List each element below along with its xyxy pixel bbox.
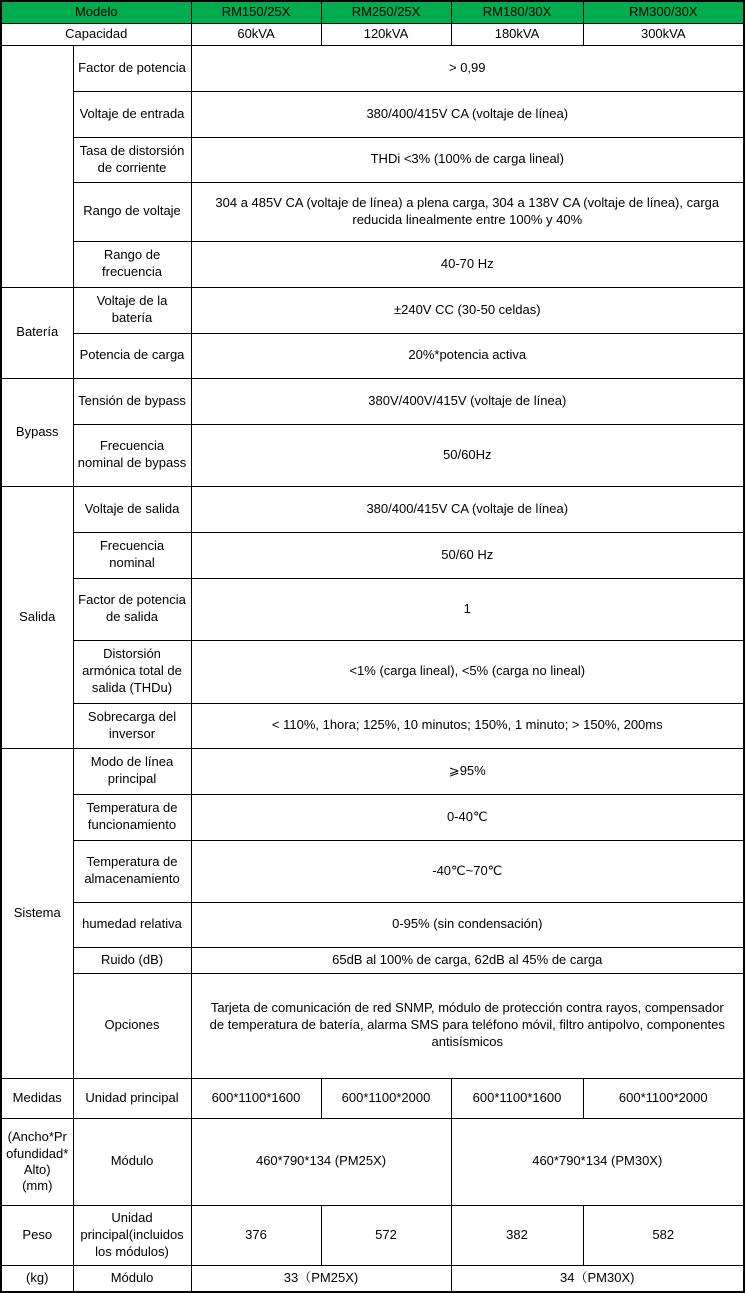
row-value: 33（PM25X) (191, 1265, 451, 1292)
section-label-input (1, 45, 73, 287)
section-label-battery: Batería (1, 287, 73, 378)
row-label: Tasa de distorsión de corriente (73, 137, 191, 182)
table-row (1, 748, 744, 794)
capacity-value-2: 120kVA (321, 23, 451, 45)
table-row (1, 137, 744, 182)
table-row (1, 640, 744, 703)
dimensions-unit-line3: (mm) (22, 1178, 53, 1194)
row-value: 460*790*134 (PM30X) (451, 1118, 744, 1205)
row-value: 600*1100*2000 (321, 1078, 451, 1118)
capacity-value-1: 60kVA (191, 23, 321, 45)
section-label-dimensions: Medidas (1, 1078, 73, 1118)
row-value: 50/60 Hz (191, 532, 744, 578)
table-row-weight-module (1, 1265, 744, 1292)
row-label: Frecuencia nominal de bypass (73, 424, 191, 486)
row-value: Tarjeta de comunicación de red SNMP, módulo de protección contra rayos, compensador de temperatura de batería, alarma SMS para teléfono móvil, filtro antipolvo, componentes antisísmicos (191, 973, 744, 1078)
row-label: Unidad principal (73, 1078, 191, 1118)
table-row (1, 703, 744, 748)
row-label: Temperatura de almacenamiento (73, 840, 191, 902)
row-label: Módulo (73, 1118, 191, 1205)
row-value: ⩾95% (191, 748, 744, 794)
row-label: Opciones (73, 973, 191, 1078)
table-row (1, 378, 744, 424)
row-value: 582 (583, 1205, 744, 1265)
table-row-dimensions-module (1, 1118, 744, 1205)
row-label: Tensión de bypass (73, 378, 191, 424)
table-row (1, 973, 744, 1078)
section-label-dimensions-unit (1, 1118, 73, 1205)
table-row (1, 287, 744, 333)
table-row (1, 947, 744, 973)
table-row (1, 45, 744, 91)
row-label: humedad relativa (73, 902, 191, 947)
table-row (1, 794, 744, 840)
row-value: 40-70 Hz (191, 241, 744, 287)
row-value: 380/400/415V CA (voltaje de línea) (191, 486, 744, 532)
table-row (1, 241, 744, 287)
row-value: 380V/400V/415V (voltaje de línea) (191, 378, 744, 424)
row-label: Unidad principal(incluidos los módulos) (73, 1205, 191, 1265)
row-value: > 0,99 (191, 45, 744, 91)
capacity-value-4: 300kVA (583, 23, 744, 45)
table-row (1, 902, 744, 947)
dimensions-unit-line2: (Ancho*Profundidad*Alto) (6, 1129, 69, 1177)
row-value: 382 (451, 1205, 583, 1265)
capacity-value-3: 180kVA (451, 23, 583, 45)
row-label: Frecuencia nominal (73, 532, 191, 578)
row-label: Voltaje de salida (73, 486, 191, 532)
row-value: 50/60Hz (191, 424, 744, 486)
row-label: Sobrecarga del inversor (73, 703, 191, 748)
section-label-system: Sistema (1, 748, 73, 1078)
table-row (1, 578, 744, 640)
row-value: 1 (191, 578, 744, 640)
row-value: THDi <3% (100% de carga lineal) (191, 137, 744, 182)
row-label: Voltaje de entrada (73, 91, 191, 137)
row-value: 460*790*134 (PM25X) (191, 1118, 451, 1205)
row-label: Voltaje de la batería (73, 287, 191, 333)
table-row (1, 424, 744, 486)
row-value: ±240V CC (30-50 celdas) (191, 287, 744, 333)
capacity-label: Capacidad (1, 23, 191, 45)
row-label: Factor de potencia (73, 45, 191, 91)
row-value: 0-40℃ (191, 794, 744, 840)
row-value: < 110%, 1hora; 125%, 10 minutos; 150%, 1 minuto; > 150%, 200ms (191, 703, 744, 748)
row-value: <1% (carga lineal), <5% (carga no lineal) (191, 640, 744, 703)
row-value: 600*1100*1600 (191, 1078, 321, 1118)
header-model-label: Modelo (1, 1, 191, 23)
row-label: Distorsión armónica total de salida (THDu) (73, 640, 191, 703)
table-header-row-model (1, 1, 744, 23)
row-value: 600*1100*2000 (583, 1078, 744, 1118)
table-row (1, 91, 744, 137)
table-row (1, 840, 744, 902)
section-label-bypass: Bypass (1, 378, 73, 486)
row-value: 600*1100*1600 (451, 1078, 583, 1118)
row-label: Rango de frecuencia (73, 241, 191, 287)
row-value: 380/400/415V CA (voltaje de línea) (191, 91, 744, 137)
row-value: 572 (321, 1205, 451, 1265)
row-value: -40℃~70℃ (191, 840, 744, 902)
table-row (1, 333, 744, 378)
row-value: 376 (191, 1205, 321, 1265)
row-label: Temperatura de funcionamiento (73, 794, 191, 840)
table-row-weight-main-unit (1, 1205, 744, 1265)
row-label: Modo de línea principal (73, 748, 191, 794)
section-label-weight-unit: (kg) (1, 1265, 73, 1292)
row-value: 20%*potencia activa (191, 333, 744, 378)
row-label: Potencia de carga (73, 333, 191, 378)
section-label-output: Salida (1, 486, 73, 748)
row-value: 34（PM30X) (451, 1265, 744, 1292)
header-model-3: RM180/30X (451, 1, 583, 23)
header-model-1: RM150/25X (191, 1, 321, 23)
row-value: 304 a 485V CA (voltaje de línea) a plena carga, 304 a 138V CA (voltaje de línea), carga reducida linealmente entre 100% y 40% (191, 182, 744, 241)
table-row-capacity (1, 23, 744, 45)
table-row (1, 182, 744, 241)
row-label: Rango de voltaje (73, 182, 191, 241)
table-row (1, 532, 744, 578)
table-row-dimensions-main-unit (1, 1078, 744, 1118)
row-value: 65dB al 100% de carga, 62dB al 45% de carga (191, 947, 744, 973)
section-label-weight: Peso (1, 1205, 73, 1265)
header-model-4: RM300/30X (583, 1, 744, 23)
row-value: 0-95% (sin condensación) (191, 902, 744, 947)
row-label: Factor de potencia de salida (73, 578, 191, 640)
row-label: Módulo (73, 1265, 191, 1292)
table-row (1, 486, 744, 532)
row-label: Ruido (dB) (73, 947, 191, 973)
header-model-2: RM250/25X (321, 1, 451, 23)
